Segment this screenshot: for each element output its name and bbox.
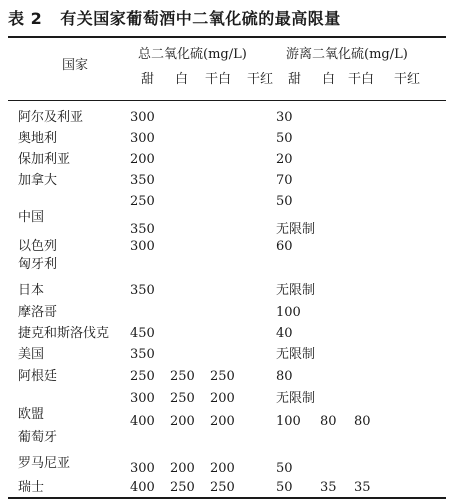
row-total-so2: 250 — [170, 391, 195, 406]
row-free-so2: 30 — [276, 110, 293, 125]
row-total-so2: 350 — [130, 222, 155, 237]
row-free-so2: 20 — [276, 152, 293, 167]
row-free-so2: 80 — [276, 369, 293, 384]
row-total-so2: 250 — [130, 194, 155, 209]
row-total-so2: 250 — [210, 480, 235, 495]
header-free-white: 白 — [322, 72, 336, 87]
top-rule — [8, 36, 446, 38]
row-free-so2: 50 — [276, 480, 293, 495]
row-total-so2: 300 — [130, 110, 155, 125]
header-free-dry-white: 干白 — [348, 72, 375, 87]
row-country: 日本 — [18, 283, 45, 298]
row-total-so2: 300 — [130, 131, 155, 146]
row-country: 阿根廷 — [18, 369, 58, 384]
row-country: 以色列 — [18, 239, 58, 254]
row-free-so2: 50 — [276, 131, 293, 146]
row-free-so2: 80 — [354, 414, 371, 429]
row-total-so2: 400 — [130, 480, 155, 495]
row-country: 美国 — [18, 347, 45, 362]
row-free-so2: 70 — [276, 173, 293, 188]
row-free-so2: 无限制 — [276, 391, 316, 406]
row-total-so2: 300 — [130, 391, 155, 406]
table-number: 表 2 — [8, 9, 43, 28]
header-total-dry-white: 干白 — [205, 72, 232, 87]
row-country: 保加利亚 — [18, 152, 71, 167]
row-free-so2: 无限制 — [276, 222, 316, 237]
row-free-so2: 35 — [354, 480, 371, 495]
row-total-so2: 300 — [130, 239, 155, 254]
bottom-rule — [8, 497, 446, 499]
row-country: 瑞士 — [18, 480, 45, 495]
table-title-text: 有关国家葡萄酒中二氧化硫的最高限量 — [60, 9, 341, 28]
header-free-dry-red: 干红 — [394, 72, 421, 87]
row-free-so2: 80 — [320, 414, 337, 429]
row-country: 摩洛哥 — [18, 305, 58, 320]
header-total-dry-red: 干红 — [247, 72, 274, 87]
row-total-so2: 300 — [130, 461, 155, 476]
row-free-so2: 35 — [320, 480, 337, 495]
row-total-so2: 250 — [210, 369, 235, 384]
row-total-so2: 200 — [210, 391, 235, 406]
header-country: 国家 — [62, 58, 89, 73]
row-free-so2: 100 — [276, 414, 301, 429]
header-free-sweet: 甜 — [288, 72, 302, 87]
header-total-group: 总二氧化硫(mg/L) — [138, 47, 247, 62]
header-total-sweet: 甜 — [141, 72, 155, 87]
row-total-so2: 200 — [130, 152, 155, 167]
row-total-so2: 400 — [130, 414, 155, 429]
row-total-so2: 450 — [130, 326, 155, 341]
row-total-so2: 200 — [170, 414, 195, 429]
row-total-so2: 250 — [170, 480, 195, 495]
row-country: 捷克和斯洛伐克 — [18, 326, 110, 341]
row-free-so2: 50 — [276, 461, 293, 476]
row-total-so2: 200 — [210, 461, 235, 476]
row-country: 葡萄牙 — [18, 430, 58, 445]
row-total-so2: 350 — [130, 173, 155, 188]
row-country: 阿尔及利亚 — [18, 110, 84, 125]
row-total-so2: 350 — [130, 347, 155, 362]
header-rule — [8, 100, 446, 101]
row-total-so2: 200 — [210, 414, 235, 429]
row-total-so2: 250 — [170, 369, 195, 384]
table-title — [8, 6, 341, 29]
row-total-so2: 200 — [170, 461, 195, 476]
row-free-so2: 100 — [276, 305, 301, 320]
header-total-white: 白 — [175, 72, 189, 87]
row-country: 奥地利 — [18, 131, 58, 146]
row-country: 加拿大 — [18, 173, 58, 188]
row-free-so2: 40 — [276, 326, 293, 341]
header-free-group: 游离二氧化硫(mg/L) — [286, 47, 408, 62]
row-total-so2: 350 — [130, 283, 155, 298]
row-country: 中国 — [18, 210, 45, 225]
row-free-so2: 无限制 — [276, 283, 316, 298]
row-free-so2: 50 — [276, 194, 293, 209]
row-free-so2: 60 — [276, 239, 293, 254]
row-country: 欧盟 — [18, 407, 45, 422]
row-country: 罗马尼亚 — [18, 456, 71, 471]
row-free-so2: 无限制 — [276, 347, 316, 362]
row-country: 匈牙利 — [18, 257, 58, 272]
row-total-so2: 250 — [130, 369, 155, 384]
